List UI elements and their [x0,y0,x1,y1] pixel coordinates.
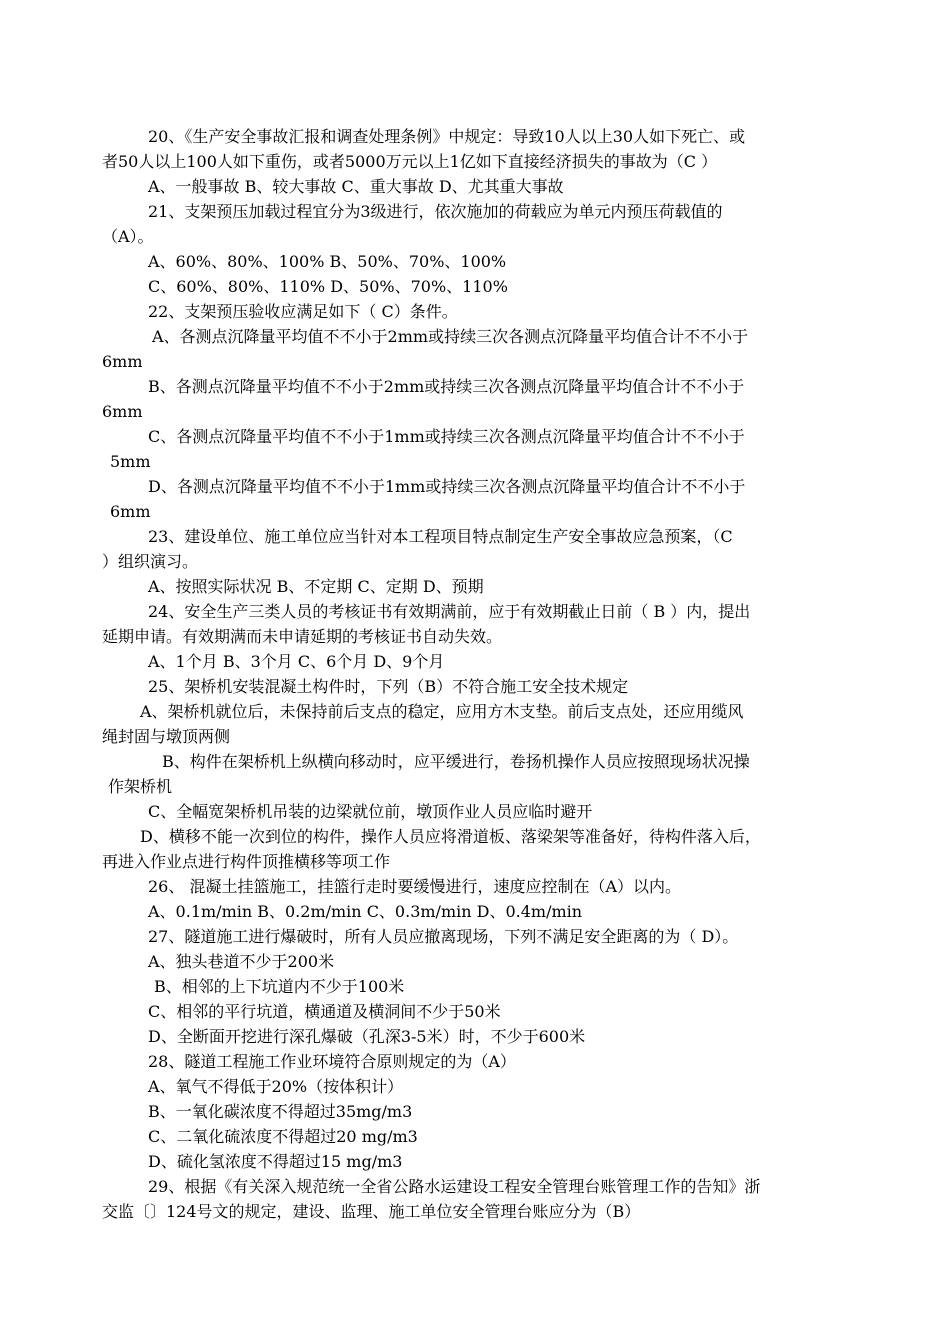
q22-option-c: C、各测点沉降量平均值不不小于1mm或持续三次各测点沉降量平均值合计不不小于 [148,427,745,446]
q28-option-c: C、二氧化硫浓度不得超过20 mg/m3 [148,1127,418,1146]
q22-option-b: B、各测点沉降量平均值不不小于2mm或持续三次各测点沉降量平均值合计不不小于 [148,377,745,396]
q25-line-1: 25、架桥机安装混凝土构件时，下列（B）不符合施工安全技术规定 [148,677,629,696]
q21-line-2: （A）。 [102,227,154,246]
q28-line-1: 28、隧道工程施工作业环境符合原则规定的为（A） [148,1052,516,1071]
q23-options: A、按照实际状况 B、不定期 C、定期 D、预期 [148,577,484,596]
q22-option-d: D、各测点沉降量平均值不不小于1mm或持续三次各测点沉降量平均值合计不不小于 [148,477,746,496]
q22-option-c-cont: 5mm [110,452,151,471]
q25-option-b: B、构件在架桥机上纵横向移动时，应平缓进行，卷扬机操作人员应按照现场状况操 [162,752,750,771]
q24-line-1: 24、安全生产三类人员的考核证书有效期满前，应于有效期截止日前（ B ）内，提出 [148,602,751,621]
q25-option-a: A、架桥机就位后，未保持前后支点的稳定，应用方木支垫。前后支点处，还应用缆风 [140,702,744,721]
q29-line-1: 29、根据《有关深入规范统一全省公路水运建设工程安全管理台账管理工作的告知》浙 [148,1177,761,1196]
q25-option-c: C、全幅宽架桥机吊装的边梁就位前，墩顶作业人员应临时避开 [148,802,593,821]
q22-option-d-cont: 6mm [110,502,151,521]
q27-option-a: A、独头巷道不少于200米 [148,952,335,971]
q24-line-2: 延期申请。有效期满而未申请延期的考核证书自动失效。 [102,627,503,646]
q29-line-2: 交监〔〕124号文的规定，建设、监理、施工单位安全管理台账应分为（B） [102,1202,641,1221]
q26-line-1: 26、 混凝土挂篮施工，挂篮行走时要缓慢进行，速度应控制在（A）以内。 [148,877,682,896]
q23-line-2: ）组织演习。 [102,552,199,571]
q25-option-b-cont: 作架桥机 [108,777,173,796]
q20-options: A、一般事故 B、较大事故 C、重大事故 D、尤其重大事故 [148,177,564,196]
q26-options: A、0.1m/min B、0.2m/min C、0.3m/min D、0.4m/min [148,902,583,921]
q22-line-1: 22、支架预压验收应满足如下（ C）条件。 [148,302,458,321]
q24-options: A、1个月 B、3个月 C、6个月 D、9个月 [148,652,445,671]
q22-option-a: A、各测点沉降量平均值不不小于2mm或持续三次各测点沉降量平均值合计不不小于 [152,327,749,346]
q25-option-d: D、横移不能一次到位的构件，操作人员应将滑道板、落梁架等准备好，待构件落入后， [140,827,761,846]
q21-line-1: 21、支架预压加载过程宜分为3级进行，依次施加的荷载应为单元内预压荷载值的 [148,202,723,221]
q25-option-a-cont: 绳封固与墩顶两侧 [102,727,231,746]
q28-option-d: D、硫化氢浓度不得超过15 mg/m3 [148,1152,403,1171]
q27-option-c: C、相邻的平行坑道，横通道及横洞间不少于50米 [148,1002,501,1021]
q21-options-ab: A、60%、80%、100% B、50%、70%、100% [148,252,507,271]
q23-line-1: 23、建设单位、施工单位应当针对本工程项目特点制定生产安全事故应急预案，（C [148,527,733,546]
q20-line-1: 20、《生产安全事故汇报和调查处理条例》中规定：导致10人以上30人如下死亡、或 [148,127,746,146]
q27-option-d: D、全断面开挖进行深孔爆破（孔深3-5米）时，不少于600米 [148,1027,586,1046]
q28-option-a: A、氧气不得低于20%（按体积计） [148,1077,404,1096]
q21-options-cd: C、60%、80%、110% D、50%、70%、110% [148,277,508,296]
q27-line-1: 27、隧道施工进行爆破时，所有人员应撤离现场，下列不满足安全距离的为（ D）。 [148,927,739,946]
q27-option-b: B、相邻的上下坑道内不少于100米 [154,977,405,996]
q25-option-d-cont: 再进入作业点进行构件顶推横移等项工作 [102,852,391,871]
q28-option-b: B、一氧化碳浓度不得超过35mg/m3 [148,1102,413,1121]
q22-option-a-cont: 6mm [102,352,143,371]
q22-option-b-cont: 6mm [102,402,143,421]
q20-line-2: 者50人以上100人如下重伤，或者5000万元以上1亿如下直接经济损失的事故为（C ） [102,152,718,171]
